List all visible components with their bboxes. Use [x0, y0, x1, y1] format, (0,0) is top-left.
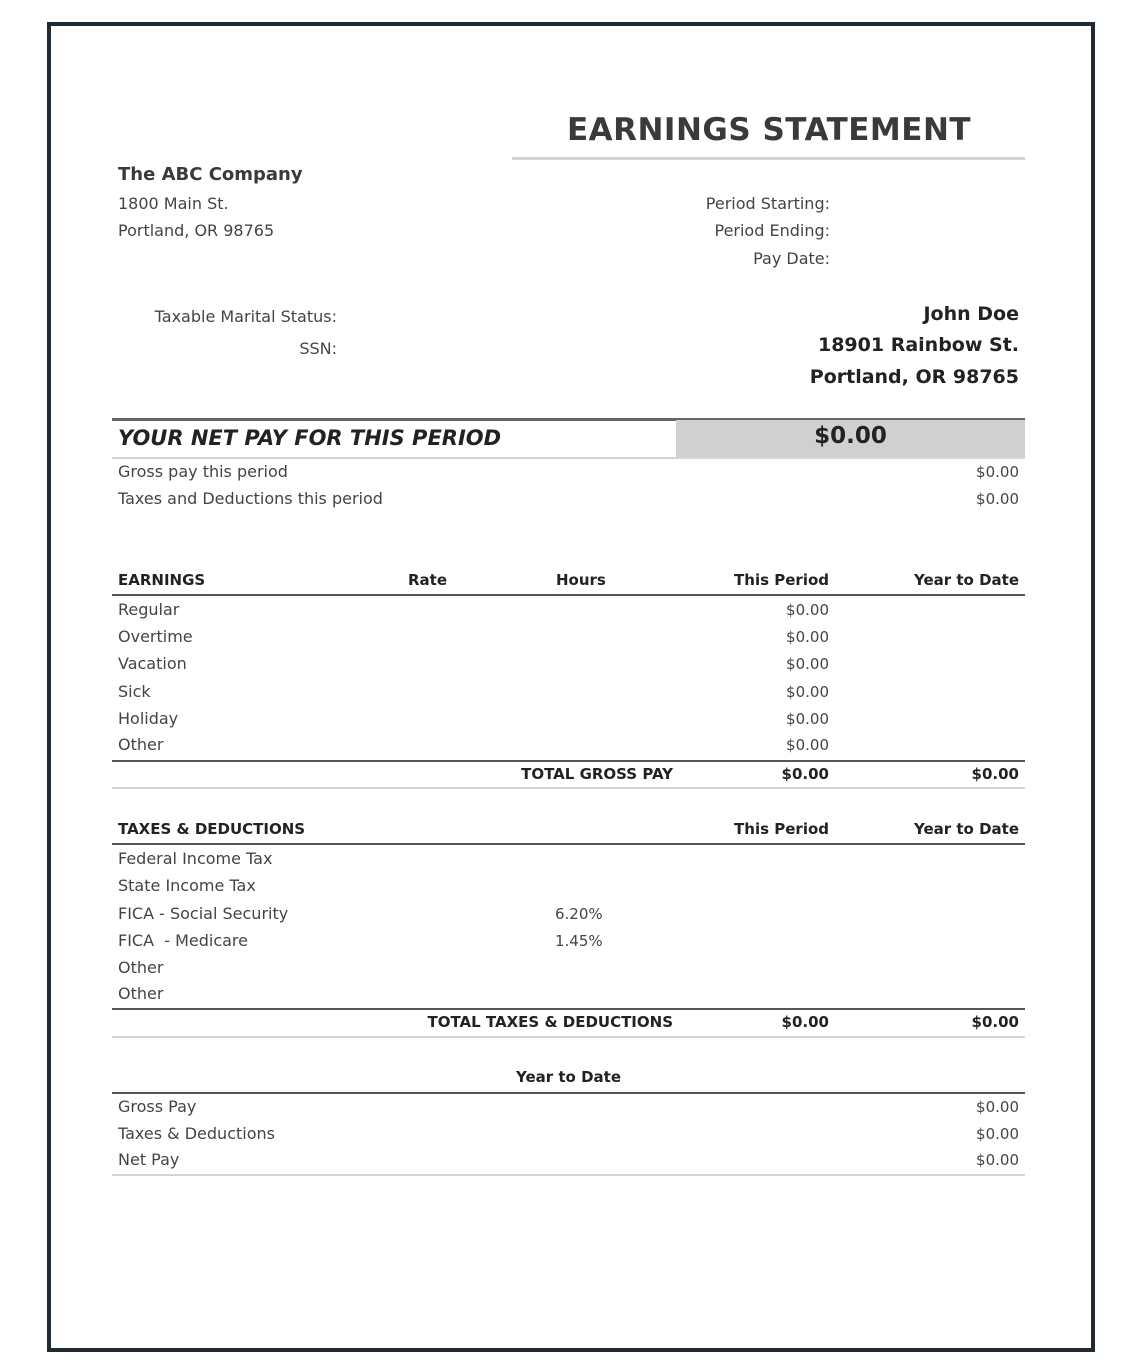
document-title: EARNINGS STATEMENT [566, 112, 972, 148]
taxes-total-top-rule [112, 1008, 1025, 1010]
earnings-row-this-period: $0.00 [786, 601, 829, 619]
total-gross-pay-this-period: $0.00 [781, 765, 829, 783]
taxes-this-period-header: This Period [734, 820, 829, 838]
net-pay-label: YOUR NET PAY FOR THIS PERIOD [118, 426, 502, 450]
ytd-row-label: Taxes & Deductions [118, 1124, 275, 1143]
net-pay-bottom-rule [112, 457, 1025, 459]
tax-row-rate: 6.20% [555, 905, 603, 923]
gross-pay-period-label: Gross pay this period [118, 462, 288, 481]
tax-row-label: State Income Tax [118, 876, 256, 895]
tax-row-label: Other [118, 958, 164, 977]
total-taxes-label: TOTAL TAXES & DEDUCTIONS [427, 1013, 673, 1031]
taxes-header-rule [112, 843, 1025, 845]
taxes-total-bottom-rule [112, 1036, 1025, 1038]
earnings-this-period-header: This Period [734, 571, 829, 589]
earnings-total-bottom-rule [112, 787, 1025, 789]
ytd-row-amount: $0.00 [976, 1098, 1019, 1116]
taxes-ytd-header: Year to Date [913, 820, 1019, 838]
total-gross-pay-label: TOTAL GROSS PAY [521, 765, 673, 783]
tax-row-label: FICA - Social Security [118, 904, 289, 923]
earnings-row-label: Holiday [118, 709, 179, 728]
deductions-period-label: Taxes and Deductions this period [118, 489, 383, 508]
ytd-summary-header: Year to Date [515, 1068, 621, 1086]
earnings-hours-header: Hours [556, 571, 606, 589]
earnings-row-this-period: $0.00 [786, 736, 829, 754]
ytd-row-amount: $0.00 [976, 1125, 1019, 1143]
pay-date-label: Pay Date: [753, 249, 830, 268]
total-taxes-ytd: $0.00 [971, 1013, 1019, 1031]
earnings-header-rule [112, 594, 1025, 596]
title-underline [512, 157, 1025, 160]
company-address-line1: 1800 Main St. [118, 194, 229, 213]
ytd-row-label: Net Pay [118, 1150, 180, 1169]
earnings-row-label: Sick [118, 682, 151, 701]
earnings-row-this-period: $0.00 [786, 710, 829, 728]
employee-address-line1: 18901 Rainbow St. [817, 334, 1019, 356]
taxes-header: TAXES & DEDUCTIONS [118, 820, 306, 838]
company-address-line2: Portland, OR 98765 [118, 221, 275, 240]
company-name: The ABC Company [118, 164, 303, 185]
total-taxes-this-period: $0.00 [781, 1013, 829, 1031]
net-pay-amount: $0.00 [814, 423, 887, 449]
earnings-row-label: Other [118, 735, 164, 754]
employee-name: John Doe [923, 303, 1019, 325]
employee-address-line2: Portland, OR 98765 [809, 366, 1019, 388]
earnings-total-top-rule [112, 760, 1025, 762]
tax-row-rate: 1.45% [555, 932, 603, 950]
earnings-row-this-period: $0.00 [786, 655, 829, 673]
earnings-row-this-period: $0.00 [786, 683, 829, 701]
total-gross-pay-ytd: $0.00 [971, 765, 1019, 783]
period-ending-label: Period Ending: [714, 221, 830, 240]
tax-row-label: Other [118, 984, 164, 1003]
period-starting-label: Period Starting: [705, 194, 830, 213]
earnings-row-label: Overtime [118, 627, 193, 646]
tax-row-label: FICA - Medicare [118, 931, 248, 950]
tax-row-label: Federal Income Tax [118, 849, 273, 868]
marital-status-label: Taxable Marital Status: [154, 307, 337, 326]
ytd-row-label: Gross Pay [118, 1097, 197, 1116]
deductions-period-amount: $0.00 [976, 490, 1019, 508]
gross-pay-period-amount: $0.00 [976, 463, 1019, 481]
earnings-ytd-header: Year to Date [913, 571, 1019, 589]
ssn-label: SSN: [299, 339, 337, 358]
earnings-rate-header: Rate [408, 571, 448, 589]
ytd-row-amount: $0.00 [976, 1151, 1019, 1169]
earnings-row-label: Regular [118, 600, 180, 619]
ytd-summary-bottom-rule [112, 1174, 1025, 1176]
earnings-header: EARNINGS [118, 571, 206, 589]
ytd-summary-header-rule [112, 1092, 1025, 1094]
earnings-row-label: Vacation [118, 654, 187, 673]
earnings-row-this-period: $0.00 [786, 628, 829, 646]
